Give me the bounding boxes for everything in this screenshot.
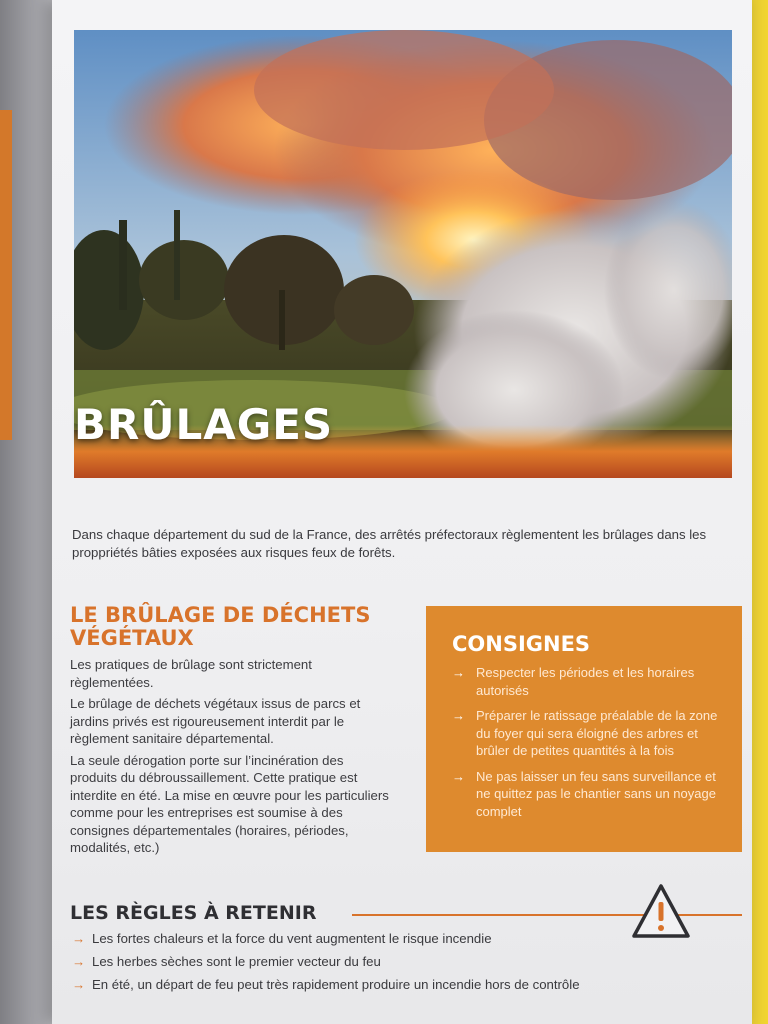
list-item [72,930,732,948]
regles-list [72,930,732,999]
intro-paragraph: Dans chaque département du sud de la France, des arrêtés préfectoraux règlementent les brûlages dans les proppriétés bâties exposées aux risques feux de forêts. [72,527,707,560]
list-item-text: Les fortes chaleurs et la force du vent augmentent le risque incendie [92,931,492,946]
list-item-text: Ne pas laisser un feu sans surveillance et ne quittez pas le chantier sans un noyage complet [476,768,716,819]
arrow-right-icon: → [72,977,86,992]
list-item-text: Préparer le ratissage préalable de la zone du foyer qui sera éloigné des arbres et brûler de petites quantités à la fois [476,708,718,758]
list-item [452,664,722,699]
section-title-brulage-dechets: LE BRÛLAGE DE DÉCHETS VÉGÉTAUX [70,603,371,650]
arrow-right-icon: → [72,931,86,946]
adjacent-page-orange-band [0,110,12,440]
paragraph: La seule dérogation porte sur l’incinération des produits du débroussaillement. Cette pratique est interdite en été. La mise en œuvre pour les particuliers comme pour les entreprises est soumise à des consignes départementales (horaires, périodes, modalités, etc.) [70,752,389,855]
arrow-right-icon: → [452,708,465,723]
section-body-brulage-dechets [70,656,392,861]
list-item-text: Respecter les périodes et les horaires autorisés [476,665,695,698]
hero-title: BRÛLAGES [74,400,334,449]
list-item [452,707,722,760]
arrow-right-icon: → [72,954,86,969]
section-title-regles: LES RÈGLES À RETENIR [70,902,317,924]
consignes-list [452,664,722,828]
arrow-right-icon: → [452,768,465,784]
list-item [72,976,732,994]
consignes-title: CONSIGNES [452,632,591,656]
list-item [72,953,732,971]
paragraph: Les pratiques de brûlage sont strictement règlementées. [70,657,312,690]
arrow-right-icon: → [452,665,465,680]
paragraph: Le brûlage de déchets végétaux issus de parcs et jardins privés est rigoureusement interdit par le règlement sanitaire départemental. [70,696,361,746]
list-item-text: En été, un départ de feu peut très rapidement produire un incendie hors de contrôle [92,977,580,992]
list-item [452,768,722,821]
consignes-box [426,606,742,852]
brochure-page [52,0,752,1024]
list-item-text: Les herbes sèches sont le premier vecteur du feu [92,954,381,969]
